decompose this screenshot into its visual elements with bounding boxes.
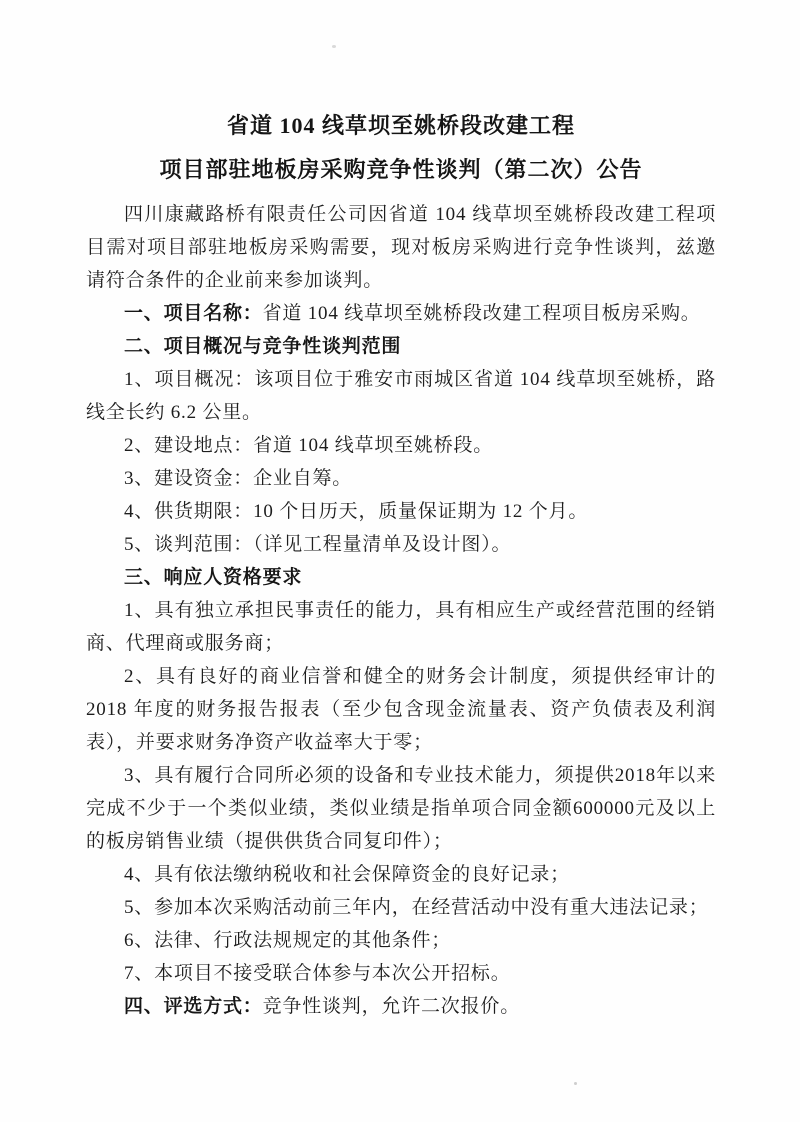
section4-paragraph xyxy=(86,990,716,1023)
document-content xyxy=(86,0,716,1023)
section3-item: 7、本项目不接受联合体参与本次公开招标。 xyxy=(124,963,511,984)
document-title-line1: 省道 104 线草坝至姚桥段改建工程 xyxy=(226,113,575,138)
section3-item: 5、参加本次采购活动前三年内，在经营活动中没有重大违法记录； xyxy=(124,897,709,918)
section1-text: 省道 104 线草坝至姚桥段改建工程项目板房采购。 xyxy=(262,303,701,324)
section1-heading: 一、项目名称： xyxy=(124,303,263,324)
section3-heading: 三、响应人资格要求 xyxy=(124,567,303,588)
section4-text: 竞争性谈判，允许二次报价。 xyxy=(262,996,521,1017)
section2-item: 5、谈判范围：（详见工程量清单及设计图）。 xyxy=(124,534,512,555)
section1-paragraph xyxy=(86,297,716,330)
scan-speck xyxy=(574,1082,577,1085)
section2-item: 2、建设地点：省道 104 线草坝至姚桥段。 xyxy=(124,435,494,456)
section3-item: 3、具有履行合同所必须的设备和专业技术能力，须提供2018年以来完成不少于一个类似业绩，类似业绩是指单项合同金额600000元及以上的板房销售业绩（提供供货合同复印件）； xyxy=(86,765,716,852)
section3-item: 6、法律、行政法规规定的其他条件； xyxy=(124,930,452,951)
section2-item: 4、供货期限：10 个日历天，质量保证期为 12 个月。 xyxy=(124,501,589,522)
section3-item: 1、具有独立承担民事责任的能力，具有相应生产或经营范围的经销商、代理商或服务商； xyxy=(86,600,716,654)
section3-item: 2、具有良好的商业信誉和健全的财务会计制度，须提供经审计的 2018 年度的财务报告报表（至少包含现金流量表、资产负债表及利润表），并要求财务净资产收益率大于零； xyxy=(86,666,716,753)
section3-item: 4、具有依法缴纳税收和社会保障资金的良好记录； xyxy=(124,864,570,885)
intro-paragraph: 四川康藏路桥有限责任公司因省道 104 线草坝至姚桥段改建工程项目需对项目部驻地板房采购需要，现对板房采购进行竞争性谈判，兹邀请符合条件的企业前来参加谈判。 xyxy=(86,204,716,291)
section2-item: 1、项目概况：该项目位于雅安市雨城区省道 104 线草坝至姚桥，路线全长约 6.2 公里。 xyxy=(86,369,716,423)
document-title-line2: 项目部驻地板房采购竞争性谈判（第二次）公告 xyxy=(159,157,643,182)
section2-item: 3、建设资金：企业自筹。 xyxy=(124,468,353,489)
section4-heading: 四、评选方式： xyxy=(124,996,263,1017)
section2-heading: 二、项目概况与竞争性谈判范围 xyxy=(124,336,402,357)
